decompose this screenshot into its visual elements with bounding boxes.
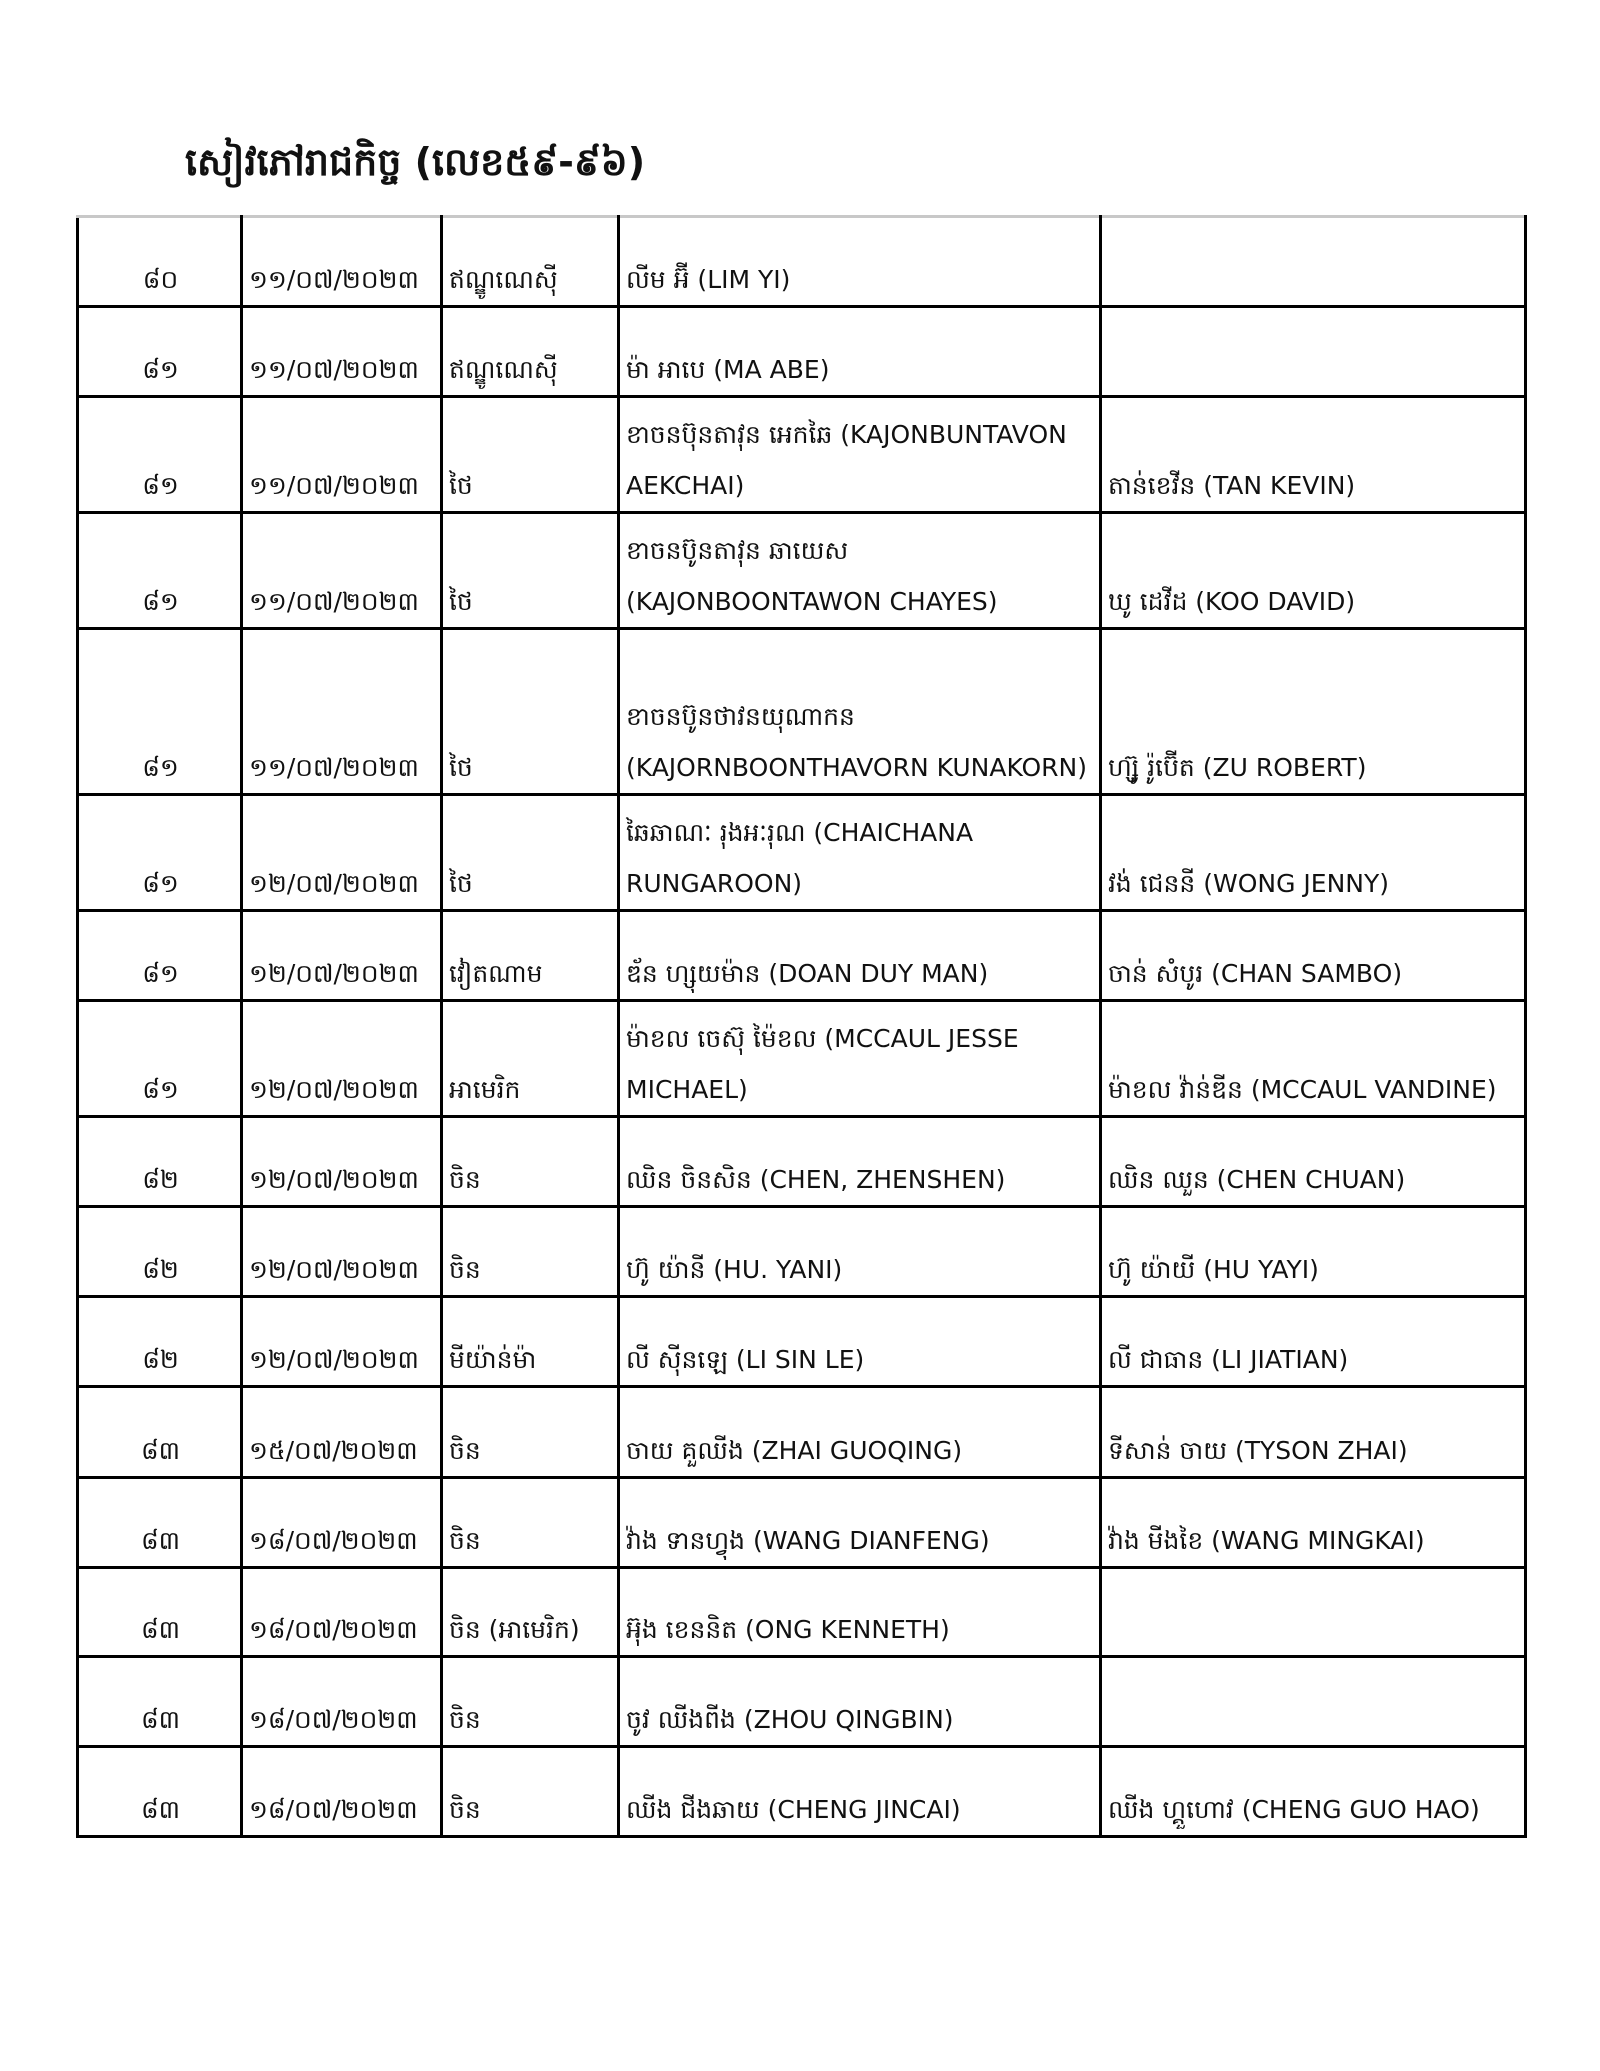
cell-nationality: វៀតណាម [442, 911, 619, 1001]
cell-other-name: វង់ ជេននី (WONG JENNY) [1101, 795, 1526, 911]
cell-other-name: ហ៊ូ យ៉ាយី (HU YAYI) [1101, 1207, 1526, 1297]
cell-name: ខាចនប៊ូនថាវនយុណាកន (KAJORNBOONTHAVORN KUNAKORN) [619, 629, 1101, 795]
cell-name: ហ៊ូ យ៉ានី (HU. YANI) [619, 1207, 1101, 1297]
cell-nationality: អាមេរិក [442, 1001, 619, 1117]
cell-number: ៨៣ [78, 1568, 242, 1657]
cell-other-name: ហ្ស៊ូ រ៉ូប៊ើត (ZU ROBERT) [1101, 629, 1526, 795]
table-row [78, 1657, 1526, 1747]
cell-number: ៨១ [78, 397, 242, 513]
cell-name: ឌ័ន ហ្សុយម៉ាន (DOAN DUY MAN) [619, 911, 1101, 1001]
table-row [78, 307, 1526, 397]
cell-other-name [1101, 217, 1526, 307]
cell-number: ៨៣ [78, 1657, 242, 1747]
cell-other-name [1101, 1568, 1526, 1657]
cell-number: ៨០ [78, 217, 242, 307]
cell-number: ៨២ [78, 1297, 242, 1387]
cell-nationality: ចិន [442, 1657, 619, 1747]
table-row [78, 397, 1526, 513]
cell-nationality: ចិន [442, 1747, 619, 1837]
cell-date: ១១/០៧/២០២៣ [242, 513, 442, 629]
cell-number: ៨១ [78, 911, 242, 1001]
cell-date: ១៨/០៧/២០២៣ [242, 1478, 442, 1568]
cell-date: ១២/០៧/២០២៣ [242, 1117, 442, 1207]
cell-date: ១៨/០៧/២០២៣ [242, 1657, 442, 1747]
table-row [78, 911, 1526, 1001]
cell-name: ឈីង ជីងឆាយ (CHENG JINCAI) [619, 1747, 1101, 1837]
cell-other-name: ម៉ាខល វ៉ាន់ឌីន (MCCAUL VANDINE) [1101, 1001, 1526, 1117]
cell-date: ១២/០៧/២០២៣ [242, 1207, 442, 1297]
table-row [78, 1207, 1526, 1297]
cell-number: ៨៣ [78, 1387, 242, 1478]
cell-other-name: ឈិន ឈួន (CHEN CHUAN) [1101, 1117, 1526, 1207]
cell-nationality: ចិន (អាមេរិក) [442, 1568, 619, 1657]
document-title: សៀវភៅរាជកិច្ច (លេខ៥៩-៩៦) [185, 140, 646, 184]
cell-name: ខាចនប៊ូនតាវុន ឆាយេស (KAJONBOONTAWON CHAYES) [619, 513, 1101, 629]
cell-nationality: ចិន [442, 1478, 619, 1568]
cell-number: ៨១ [78, 1001, 242, 1117]
cell-number: ៨២ [78, 1117, 242, 1207]
cell-name: ម៉ា អាបេ (MA ABE) [619, 307, 1101, 397]
cell-name: ចាយ គួឈីង (ZHAI GUOQING) [619, 1387, 1101, 1478]
cell-nationality: ឥណ្ឌូណេស៊ី [442, 217, 619, 307]
cell-number: ៨១ [78, 795, 242, 911]
cell-nationality: ថៃ [442, 795, 619, 911]
table-row [78, 1478, 1526, 1568]
cell-nationality: ឥណ្ឌូណេស៊ី [442, 307, 619, 397]
table-row [78, 795, 1526, 911]
table-row [78, 629, 1526, 795]
cell-nationality: ថៃ [442, 629, 619, 795]
cell-date: ១១/០៧/២០២៣ [242, 397, 442, 513]
table-row [78, 1568, 1526, 1657]
table-row [78, 1747, 1526, 1837]
cell-nationality: ចិន [442, 1387, 619, 1478]
cell-date: ១៥/០៧/២០២៣ [242, 1387, 442, 1478]
cell-nationality: ចិន [442, 1117, 619, 1207]
cell-number: ៨១ [78, 307, 242, 397]
cell-date: ១៨/០៧/២០២៣ [242, 1747, 442, 1837]
cell-other-name: ឃូ ដេវីដ (KOO DAVID) [1101, 513, 1526, 629]
cell-nationality: ថៃ [442, 397, 619, 513]
cell-nationality: មីយ៉ាន់ម៉ា [442, 1297, 619, 1387]
cell-other-name [1101, 1657, 1526, 1747]
cell-number: ៨១ [78, 513, 242, 629]
cell-date: ១២/០៧/២០២៣ [242, 911, 442, 1001]
cell-other-name: ចាន់ សំបូរ (CHAN SAMBO) [1101, 911, 1526, 1001]
table-row [78, 1297, 1526, 1387]
cell-nationality: ថៃ [442, 513, 619, 629]
table-row [78, 1117, 1526, 1207]
cell-other-name: វ៉ាង មីងខៃ (WANG MINGKAI) [1101, 1478, 1526, 1568]
cell-date: ១៨/០៧/២០២៣ [242, 1568, 442, 1657]
cell-date: ១២/០៧/២០២៣ [242, 795, 442, 911]
registry-table [76, 215, 1527, 1838]
cell-date: ១១/០៧/២០២៣ [242, 629, 442, 795]
table-row [78, 1001, 1526, 1117]
cell-number: ៨៣ [78, 1478, 242, 1568]
cell-date: ១១/០៧/២០២៣ [242, 307, 442, 397]
table-row [78, 1387, 1526, 1478]
table-row [78, 513, 1526, 629]
cell-date: ១២/០៧/២០២៣ [242, 1297, 442, 1387]
cell-other-name [1101, 307, 1526, 397]
cell-number: ៨២ [78, 1207, 242, 1297]
cell-date: ១២/០៧/២០២៣ [242, 1001, 442, 1117]
cell-name: ខាចនប៊ុនតាវុន អេកឆៃ (KAJONBUNTAVON AEKCHAI) [619, 397, 1101, 513]
cell-name: អ៊ុង ខេននិត (ONG KENNETH) [619, 1568, 1101, 1657]
cell-name: ម៉ាខល ចេស៊ុ ម៉ៃខល (MCCAUL JESSE MICHAEL) [619, 1001, 1101, 1117]
cell-name: ចូវ ឈីងពីង (ZHOU QINGBIN) [619, 1657, 1101, 1747]
cell-name: លី ស៊ីនឡេ (LI SIN LE) [619, 1297, 1101, 1387]
cell-name: ឈិន ចិនសិន (CHEN, ZHENSHEN) [619, 1117, 1101, 1207]
cell-number: ៨១ [78, 629, 242, 795]
cell-other-name: ទីសាន់ ចាយ (TYSON ZHAI) [1101, 1387, 1526, 1478]
cell-name: វ៉ាង ទានហ្វុង (WANG DIANFENG) [619, 1478, 1101, 1568]
cell-other-name: តាន់ខេវីន (TAN KEVIN) [1101, 397, 1526, 513]
cell-name: លីម អ៊ី (LIM YI) [619, 217, 1101, 307]
cell-name: ឆៃឆាណៈ រុងអៈរុណ (CHAICHANA RUNGAROON) [619, 795, 1101, 911]
cell-other-name: លី ជាធាន (LI JIATIAN) [1101, 1297, 1526, 1387]
table-row [78, 217, 1526, 307]
cell-nationality: ចិន [442, 1207, 619, 1297]
cell-number: ៨៣ [78, 1747, 242, 1837]
cell-date: ១១/០៧/២០២៣ [242, 217, 442, 307]
cell-other-name: ឈីង ហ្គួហោវ (CHENG GUO HAO) [1101, 1747, 1526, 1837]
